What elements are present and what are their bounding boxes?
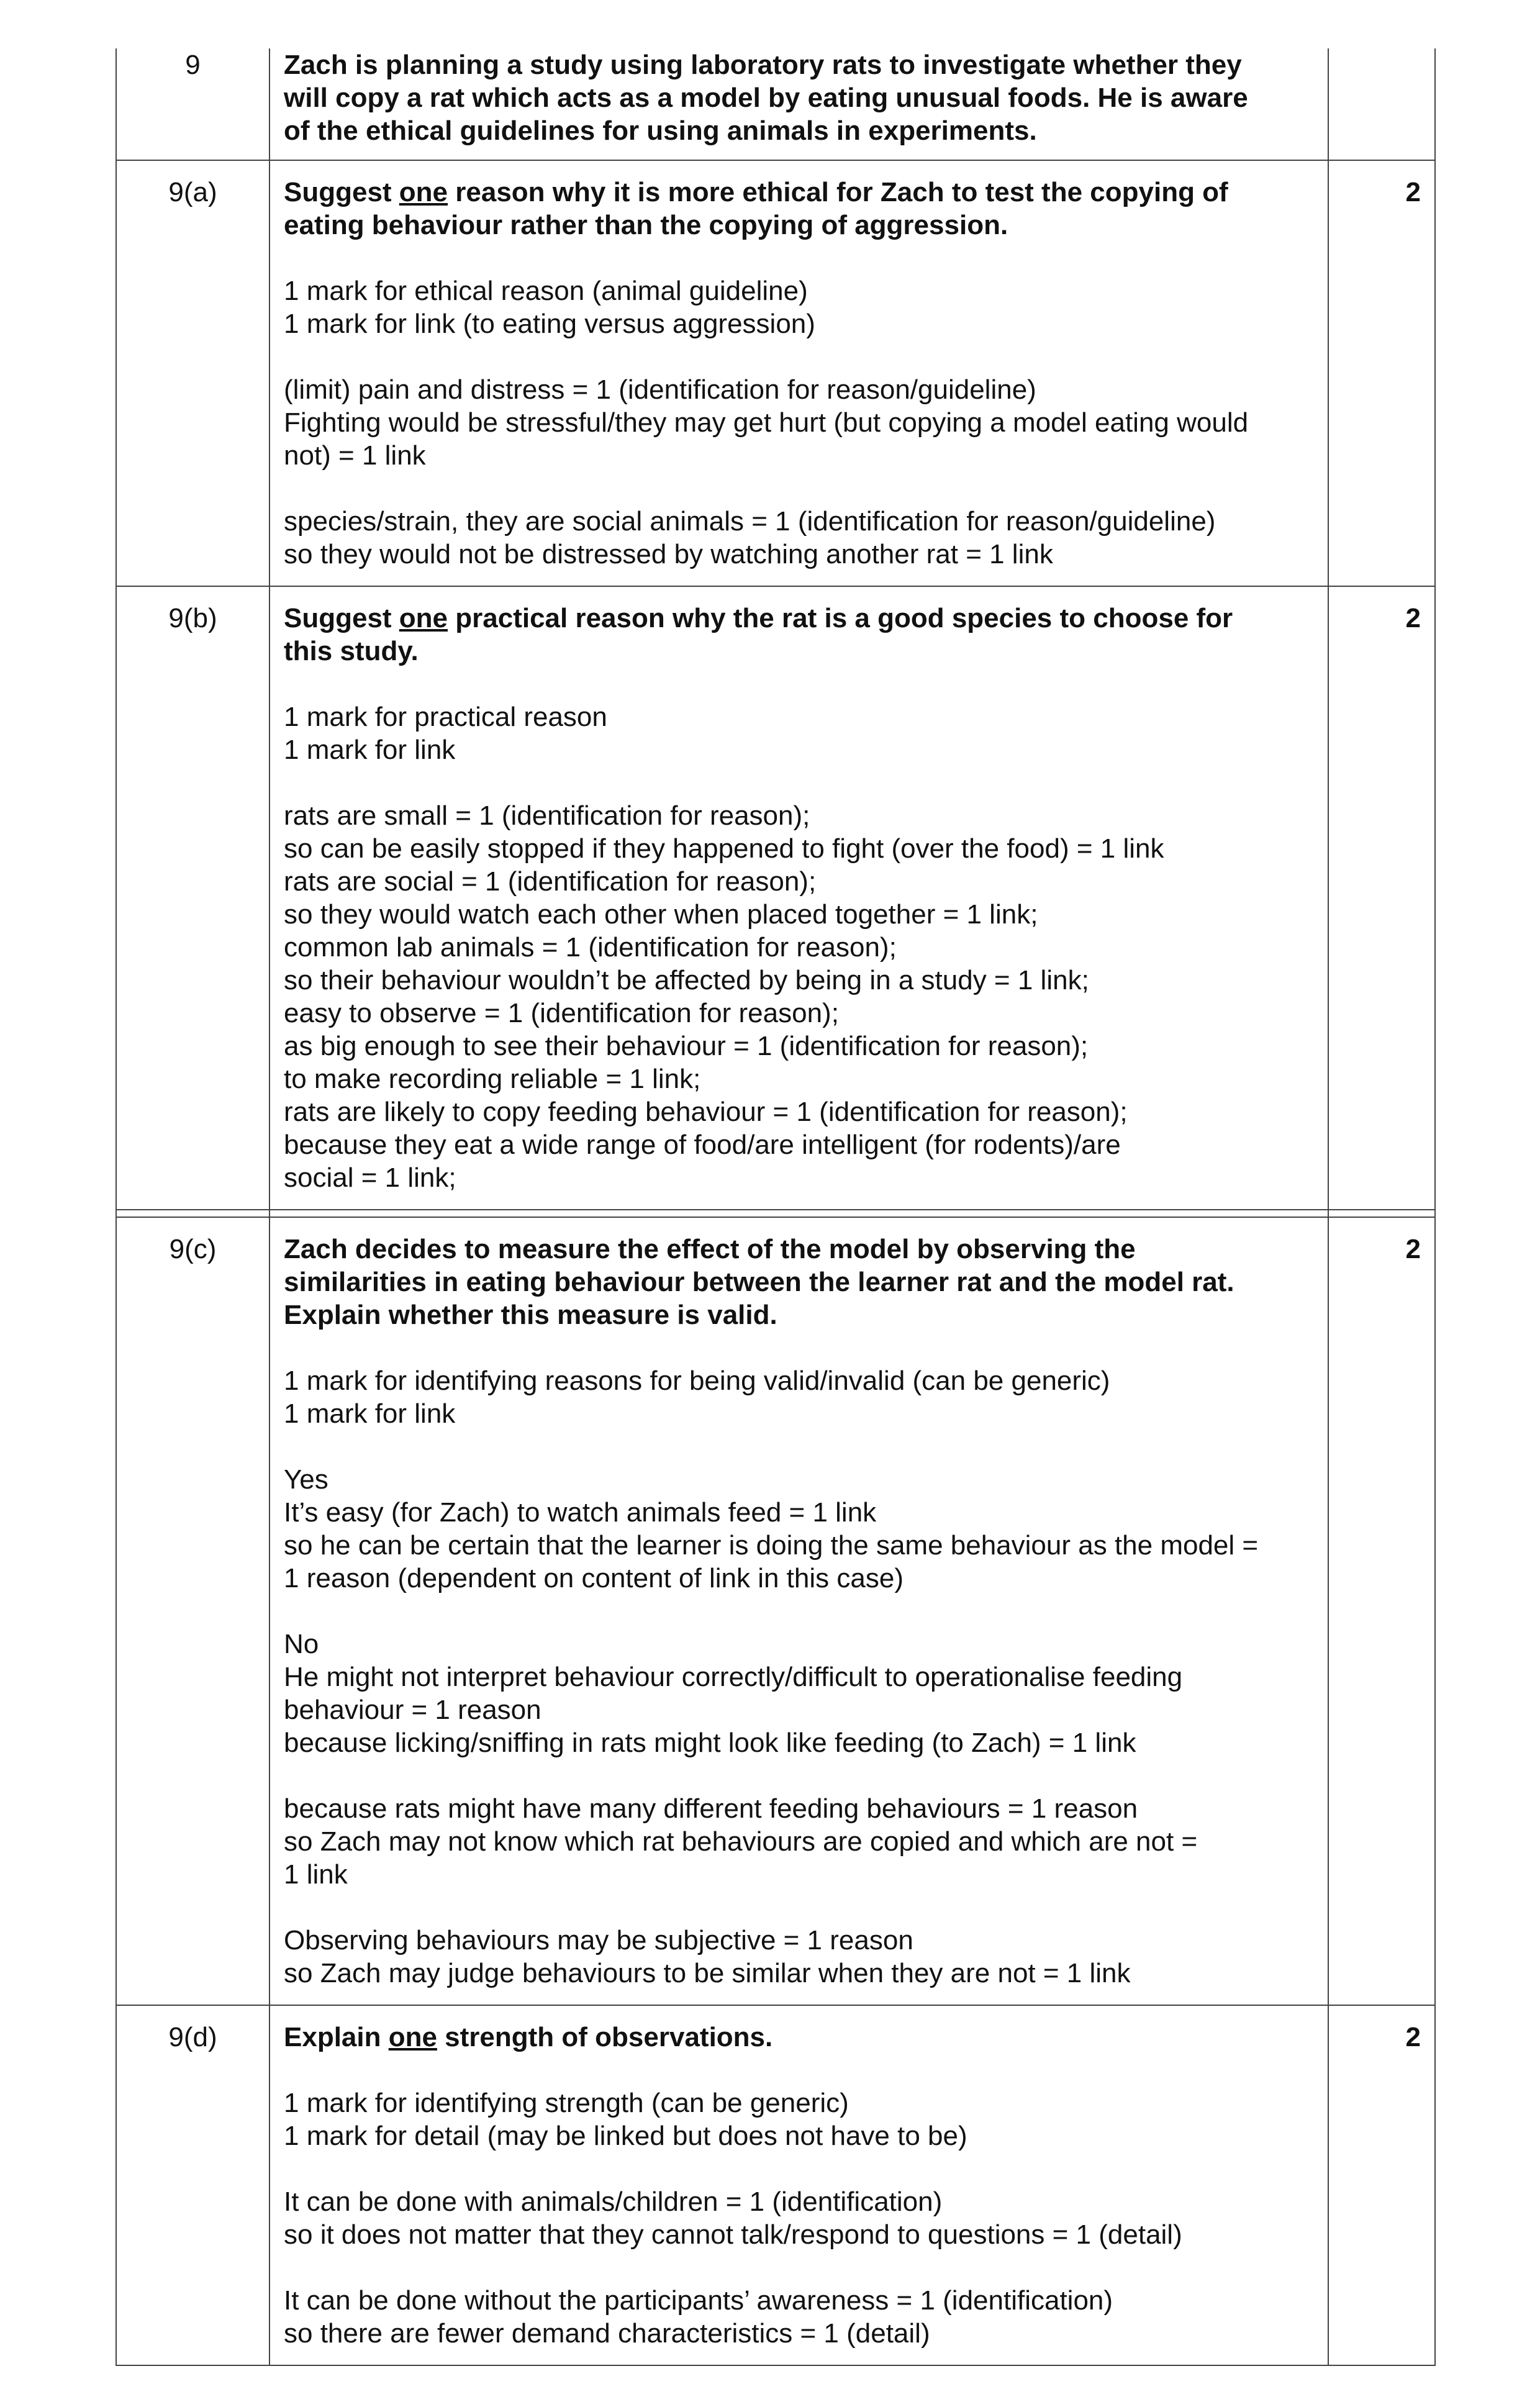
marks-cell [1328,48,1435,160]
mark-scheme-body [116,48,1435,2365]
answer-line: rats are likely to copy feeding behaviour = 1 (identification for reason); [284,1097,1128,1127]
question-line: Explain whether this measure is valid. [284,1300,777,1330]
question-line: Zach decides to measure the effect of the model by observing the [284,1234,1136,1264]
answer-line: Fighting would be stressful/they may get hurt (but copying a model eating would [284,407,1249,438]
answer-line: not) = 1 link [284,440,426,471]
question-emphasis: one [399,603,448,633]
question-number: 9(d) [116,2005,270,2365]
question-number: 9(a) [116,160,270,586]
answer-line: rats are small = 1 (identification for reason); [284,800,810,831]
answer-line: It’s easy (for Zach) to watch animals feed = 1 link [284,1497,877,1528]
answer-line: because licking/sniffing in rats might look like feeding (to Zach) = 1 link [284,1728,1136,1758]
answer-paragraph [284,2185,1313,2251]
answer-paragraph [284,505,1313,571]
divider-cell [270,1210,1328,1217]
question-number: 9 [116,48,270,160]
answer-line: 1 mark for practical reason [284,702,607,732]
question-cell [270,48,1328,160]
marks-cell: 2 [1328,1217,1435,2005]
answer-line: 1 mark for detail (may be linked but does not have to be) [284,2121,967,2151]
answer-line: because they eat a wide range of food/are intelligent (for rodents)/are [284,1130,1121,1160]
answer-line: because rats might have many different feeding behaviours = 1 reason [284,1793,1138,1824]
question-line [284,176,1313,209]
question-cell [270,586,1328,1210]
answer-line: 1 mark for identifying strength (can be generic) [284,2088,849,2118]
question-line: Zach is planning a study using laboratory rats to investigate whether they [284,50,1242,80]
answer-line: so they would watch each other when placed together = 1 link; [284,899,1038,930]
answer-line: It can be done with animals/children = 1 (identification) [284,2187,943,2217]
answer-line: easy to observe = 1 (identification for reason); [284,998,839,1028]
question-row-9d [116,2005,1435,2365]
answer-paragraph [284,700,1313,766]
answer-line: 1 reason (dependent on content of link in this case) [284,1563,904,1593]
question-line: this study. [284,636,419,666]
answer-line: It can be done without the participants’ awareness = 1 (identification) [284,2285,1113,2316]
answer-line: rats are social = 1 (identification for reason); [284,866,817,897]
question-cell [270,160,1328,586]
answer-line: 1 mark for link (to eating versus aggression) [284,309,815,339]
answer-line: so Zach may not know which rat behaviours are copied and which are not = [284,1826,1198,1857]
answer-line: Yes [284,1464,328,1495]
answer-line: (limit) pain and distress = 1 (identification for reason/guideline) [284,374,1036,405]
answer-paragraph [284,274,1313,340]
question-text [284,176,1313,242]
question-number: 9(c) [116,1217,270,2005]
answer-line: species/strain, they are social animals = 1 (identification for reason/guideline) [284,506,1216,537]
answer-line: to make recording reliable = 1 link; [284,1064,701,1094]
question-pre: Suggest [284,603,399,633]
question-text [284,48,1313,147]
question-post: practical reason why the rat is a good species to choose for [448,603,1233,633]
question-row-9 [116,48,1435,160]
answer-line: so there are fewer demand characteristics = 1 (detail) [284,2318,930,2349]
question-text [284,602,1313,668]
answer-line: social = 1 link; [284,1162,456,1193]
question-emphasis: one [388,2022,437,2052]
table-divider [116,1210,1435,1217]
answer-paragraph [284,2284,1313,2350]
question-line [284,602,1313,635]
marks-cell: 2 [1328,160,1435,586]
question-row-9c [116,1217,1435,2005]
answer-line: 1 mark for identifying reasons for being valid/invalid (can be generic) [284,1366,1110,1396]
answer-line: 1 mark for link [284,735,456,765]
question-line: similarities in eating behaviour between the learner rat and the model rat. [284,1267,1234,1297]
answer-line: so they would not be distressed by watching another rat = 1 link [284,539,1053,569]
answer-line: so can be easily stopped if they happened to fight (over the food) = 1 link [284,833,1164,864]
marks-cell: 2 [1328,586,1435,1210]
question-line: will copy a rat which acts as a model by eating unusual foods. He is aware [284,83,1248,113]
question-post: reason why it is more ethical for Zach to test the copying of [448,177,1228,207]
answer-line: No [284,1629,319,1659]
question-post: strength of observations. [437,2022,773,2052]
question-pre: Explain [284,2022,389,2052]
mark-scheme-page [116,48,1434,2366]
question-line: eating behaviour rather than the copying of aggression. [284,210,1008,240]
divider-cell [1328,1210,1435,1217]
answer-line: so Zach may judge behaviours to be similar when they are not = 1 link [284,1958,1131,1988]
question-text [284,2021,1313,2054]
answer-paragraph [284,799,1313,1194]
answer-line: so it does not matter that they cannot talk/respond to questions = 1 (detail) [284,2219,1182,2250]
answer-paragraph [284,373,1313,472]
answer-line: He might not interpret behaviour correctly/difficult to operationalise feeding [284,1662,1183,1692]
answer-line: 1 mark for link [284,1398,456,1429]
answer-paragraph [284,1628,1313,1759]
answer-paragraph [284,1463,1313,1595]
question-pre: Suggest [284,177,399,207]
question-emphasis: one [399,177,448,207]
question-line: of the ethical guidelines for using animals in experiments. [284,116,1037,146]
answer-line: so their behaviour wouldn’t be affected by being in a study = 1 link; [284,965,1089,995]
answer-line: common lab animals = 1 (identification for reason); [284,932,897,963]
answer-line: 1 mark for ethical reason (animal guideline) [284,276,808,306]
question-line [284,2021,1313,2054]
answer-paragraph [284,1792,1313,1891]
question-cell [270,2005,1328,2365]
question-number: 9(b) [116,586,270,1210]
answer-line: so he can be certain that the learner is doing the same behaviour as the model = [284,1530,1259,1561]
question-row-9a [116,160,1435,586]
question-text [284,1233,1313,1331]
answer-line: as big enough to see their behaviour = 1 (identification for reason); [284,1031,1089,1061]
answer-paragraph [284,1924,1313,1990]
mark-scheme-table [116,48,1436,2366]
answer-paragraph [284,2087,1313,2152]
question-row-9b [116,586,1435,1210]
divider-cell [116,1210,270,1217]
answer-line: Observing behaviours may be subjective = 1 reason [284,1925,913,1956]
answer-line: 1 link [284,1859,348,1890]
question-cell [270,1217,1328,2005]
marks-cell: 2 [1328,2005,1435,2365]
answer-paragraph [284,1364,1313,1430]
answer-line: behaviour = 1 reason [284,1695,541,1725]
